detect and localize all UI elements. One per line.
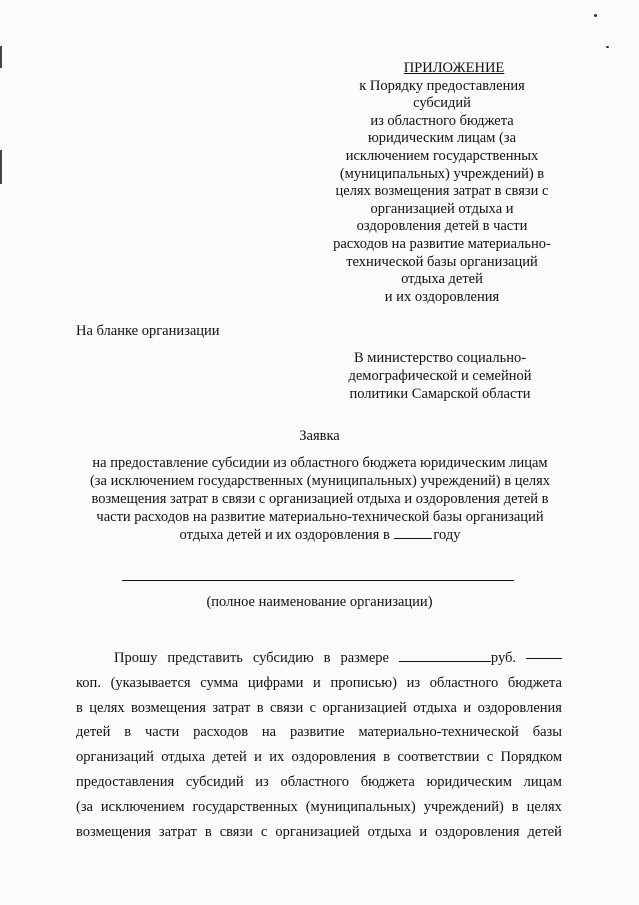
appendix-line: юридическим лицам (за (367, 130, 517, 147)
appendix-line: расходов на развитие материально- (333, 235, 551, 252)
body-word: и (419, 823, 428, 840)
body-word: лицам (523, 773, 562, 790)
body-word: бюджета (360, 773, 415, 790)
body-word: развитие (290, 724, 345, 741)
body-line (76, 820, 562, 845)
body-word: на (261, 724, 277, 741)
appendix-heading: ПРИЛОЖЕНИЕ (403, 60, 505, 76)
body-word: с (260, 823, 268, 840)
body-word: возмещения (76, 823, 151, 840)
appendix-line: целях возмещения затрат в связи с (335, 183, 549, 200)
body-word: учреждений) (423, 798, 504, 815)
body-word: детей (527, 823, 562, 840)
body-word: затрат (158, 823, 197, 840)
body-word: областного (429, 674, 499, 691)
body-word: с (309, 699, 317, 716)
body-word: материально-технической (358, 724, 519, 741)
body-word: прописью) (330, 674, 397, 691)
appendix-block (318, 60, 566, 306)
body-word: организацией (275, 823, 360, 840)
body-word: (муниципальных) (305, 798, 416, 815)
body-word: и (313, 674, 321, 691)
body-line (76, 770, 562, 795)
subtitle-line: возмещения затрат в связи с организацией отдыха и оздоровления детей в (91, 491, 549, 507)
body-word: представить (167, 650, 243, 666)
body-word: возмещения (131, 699, 206, 716)
kop-amount-blank (526, 646, 562, 659)
subtitle-line: на предоставление субсидии из областного бюджета юридическим лицам (92, 455, 548, 471)
appendix-line: оздоровления детей в части (356, 218, 528, 235)
recipient-line: демографической и семейной (348, 368, 532, 384)
appendix-line: из областного бюджета (370, 112, 514, 129)
body-word: и (463, 699, 472, 716)
appendix-line: (муниципальных) учреждений) в (339, 165, 545, 182)
body-word: отдыха (161, 749, 206, 766)
rub-amount-blank (399, 649, 491, 662)
year-blank (394, 526, 432, 539)
body-word: связи (219, 823, 253, 840)
body-word: в (256, 699, 264, 716)
body-word: из (406, 674, 421, 691)
subtitle-line: части расходов на развитие материально-технической базы организаций (96, 509, 544, 525)
body-line (76, 720, 562, 745)
body-word: соответствии (397, 749, 480, 766)
org-name-caption: (полное наименование организации) (206, 594, 433, 610)
appendix-line: технической базы организаций (346, 253, 538, 270)
body-word: в (323, 650, 331, 666)
body-word: детей (212, 749, 247, 766)
body-word: целях (526, 798, 562, 815)
body-word: субсидию (252, 650, 314, 666)
body-word: сумма (200, 674, 239, 691)
body-word: Порядком (500, 749, 562, 766)
body-line (76, 745, 562, 770)
body-line (76, 795, 562, 820)
body-word: в (76, 699, 83, 716)
body-word: субсидий (185, 773, 244, 790)
body-word: коп. (76, 674, 101, 691)
body-word: (указывается (110, 674, 191, 691)
body-word: в (124, 724, 132, 741)
body-word: в (511, 798, 519, 815)
body-word: целях (89, 699, 125, 716)
body-word: из (255, 773, 269, 790)
appendix-line: отдыха детей (401, 271, 483, 288)
recipient-line: В министерство социально- (353, 350, 527, 366)
body-paragraph (76, 646, 562, 844)
recipient-block (318, 349, 562, 403)
body-line (76, 646, 562, 671)
body-word: связи (269, 699, 304, 716)
subtitle-line (70, 526, 570, 544)
recipient-line: политики Самарской области (349, 386, 531, 402)
body-word: затрат (212, 699, 251, 716)
body-word: оздоровления (477, 699, 562, 716)
body-word: организацией (322, 699, 407, 716)
org-name-line (122, 580, 514, 581)
body-word: в (204, 823, 212, 840)
body-word: юридическим (426, 773, 512, 790)
appendix-line: исключением государственных (345, 147, 539, 164)
scan-speck (594, 14, 597, 17)
body-word: (за (76, 798, 93, 815)
body-word: расходов (193, 724, 249, 741)
body-line (76, 696, 562, 721)
body-word: оздоровления (291, 749, 376, 766)
body-word: в (383, 749, 391, 766)
body-word: части (144, 724, 180, 741)
letterhead-note: На бланке организации (76, 323, 220, 339)
body-word: размере (340, 650, 389, 666)
appendix-line: и их оздоровления (384, 288, 500, 305)
document-title: Заявка (299, 428, 340, 444)
body-word: оздоровления (435, 823, 520, 840)
body-word: бюджета (507, 674, 562, 691)
subtitle-line: (за исключением государственных (муниципальных) учреждений) в целях (89, 473, 551, 489)
application-subtitle (70, 454, 570, 544)
body-word: организаций (76, 749, 154, 766)
body-word: Прошу (114, 650, 158, 666)
body-word: областного (280, 773, 350, 790)
scan-edge-mark (0, 46, 2, 68)
appendix-line: субсидий (413, 95, 471, 112)
body-word: отдыха (413, 699, 457, 716)
body-word: с (486, 749, 494, 766)
body-word: детей (76, 724, 111, 741)
scan-speck (606, 46, 609, 48)
body-line (76, 671, 562, 696)
body-word: отдыха (367, 823, 412, 840)
rub-amount-group (399, 646, 516, 671)
subtitle-year-suffix: году (433, 527, 461, 543)
body-word: их (269, 749, 285, 766)
body-word: государственных (192, 798, 298, 815)
body-word: предоставления (76, 773, 175, 790)
rub-label: руб. (490, 650, 517, 666)
appendix-line: к Порядку предоставления (359, 77, 525, 94)
body-word: и (254, 749, 262, 766)
scan-edge-mark (0, 150, 2, 184)
body-word: исключением (100, 798, 185, 815)
appendix-line: организацией отдыха и (370, 200, 514, 217)
subtitle-year-prefix: отдыха детей и их оздоровления в (179, 527, 390, 543)
body-word: цифрами (247, 674, 304, 691)
body-word: базы (532, 724, 562, 741)
